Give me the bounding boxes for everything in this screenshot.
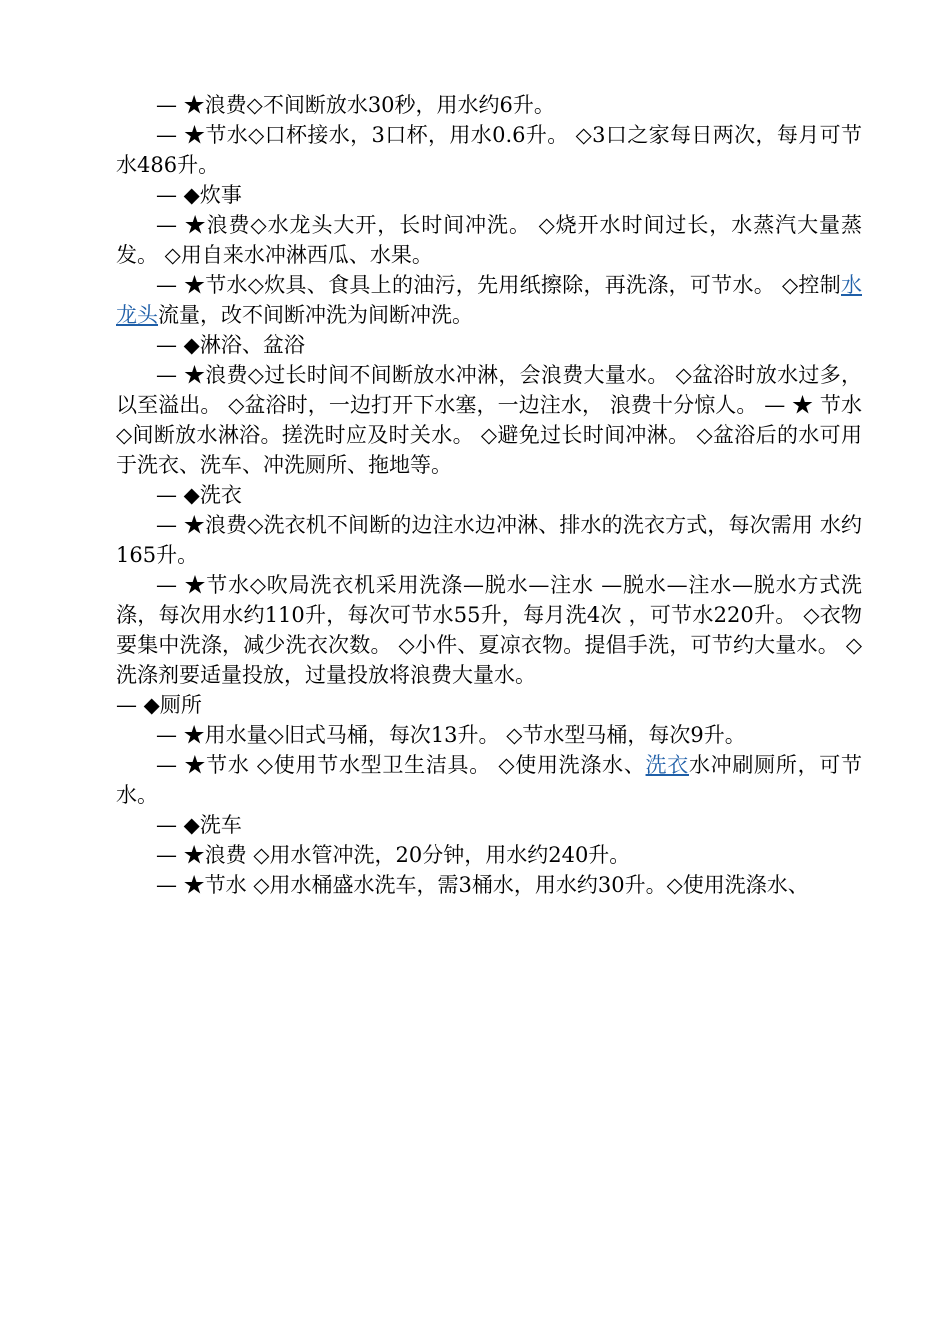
paragraph-toilet-usage: — ★用水量◇旧式马桶，每次13升。 ◇节水型马桶，每次9升。 [156, 723, 746, 747]
heading-toilet: — ◆厕所 [116, 693, 202, 717]
paragraph-laundry-save: — ★节水◇吹局洗衣机采用洗涤—脱水—注水 —脱水—注水—脱水方式洗 涤，每次用水约110升，每次可节水55升，每月洗4次 ，可节水220升。 ◇衣物要集中洗涤，减少洗衣次数。 ◇小件、夏凉衣物。提倡手洗，可节约大量水。 ◇洗涤剂要适量投放，过量投放将浪费大量水。 [116, 573, 862, 687]
document-body [116, 90, 862, 900]
link-laundry[interactable]: 洗衣 [645, 753, 689, 777]
paragraph-laundry-waste: — ★浪费◇洗衣机不间断的边注水边冲淋、排水的洗衣方式，每次需用 水约165升。 [116, 513, 862, 567]
text-segment: — ★节水◇炊具、食具上的油污，先用纸擦除，再洗涤，可节水。 ◇控制 [156, 273, 841, 297]
text-segment: 流量，改不间断冲洗为间断冲洗。 [158, 303, 473, 327]
paragraph-car-wash-save: — ★节水 ◇用水桶盛水洗车，需3桶水，用水约30升。◇使用洗涤水、 [156, 873, 809, 897]
paragraph-shower-waste-save: — ★浪费◇过长时间不间断放水冲淋，会浪费大量水。 ◇盆浴时放水过多，以至溢出。 ◇盆浴时，一边打开下水塞，一边注水， 浪费十分惊人。 — ★ 节水◇间断放水淋浴。搓洗时应及时关水。 ◇避免过长时间冲淋。 ◇盆浴后的水可用于洗衣、洗车、冲洗厕所、拖地等。 [116, 363, 862, 477]
paragraph-cooking-save [116, 270, 862, 330]
paragraph-rinse-waste: — ★浪费◇不间断放水30秒，用水约6升。 [156, 93, 555, 117]
paragraph-cooking-waste: — ★浪费◇水龙头大开，长时间冲洗。 ◇烧开水时间过长，水蒸汽大量蒸发。 ◇用自来水冲淋西瓜、水果。 [116, 213, 862, 267]
paragraph-toilet-save [116, 750, 862, 810]
heading-cooking: — ◆炊事 [156, 183, 242, 207]
heading-shower-bath: — ◆淋浴、盆浴 [156, 333, 305, 357]
heading-laundry: — ◆洗衣 [156, 483, 242, 507]
heading-car-wash: — ◆洗车 [156, 813, 242, 837]
text-segment: 水冲刷厕所，可节水。 [116, 753, 863, 807]
text-segment: — ★节水 ◇使用节水型卫生洁具。 ◇使用洗涤水、 [156, 753, 646, 777]
paragraph-rinse-save: — ★节水◇口杯接水，3口杯，用水0.6升。 ◇3口之家每日两次，每月可节水486升。 [116, 123, 862, 177]
link-faucet[interactable]: 水龙头 [116, 273, 862, 327]
paragraph-car-wash-waste: — ★浪费 ◇用水管冲洗，20分钟，用水约240升。 [156, 843, 631, 867]
